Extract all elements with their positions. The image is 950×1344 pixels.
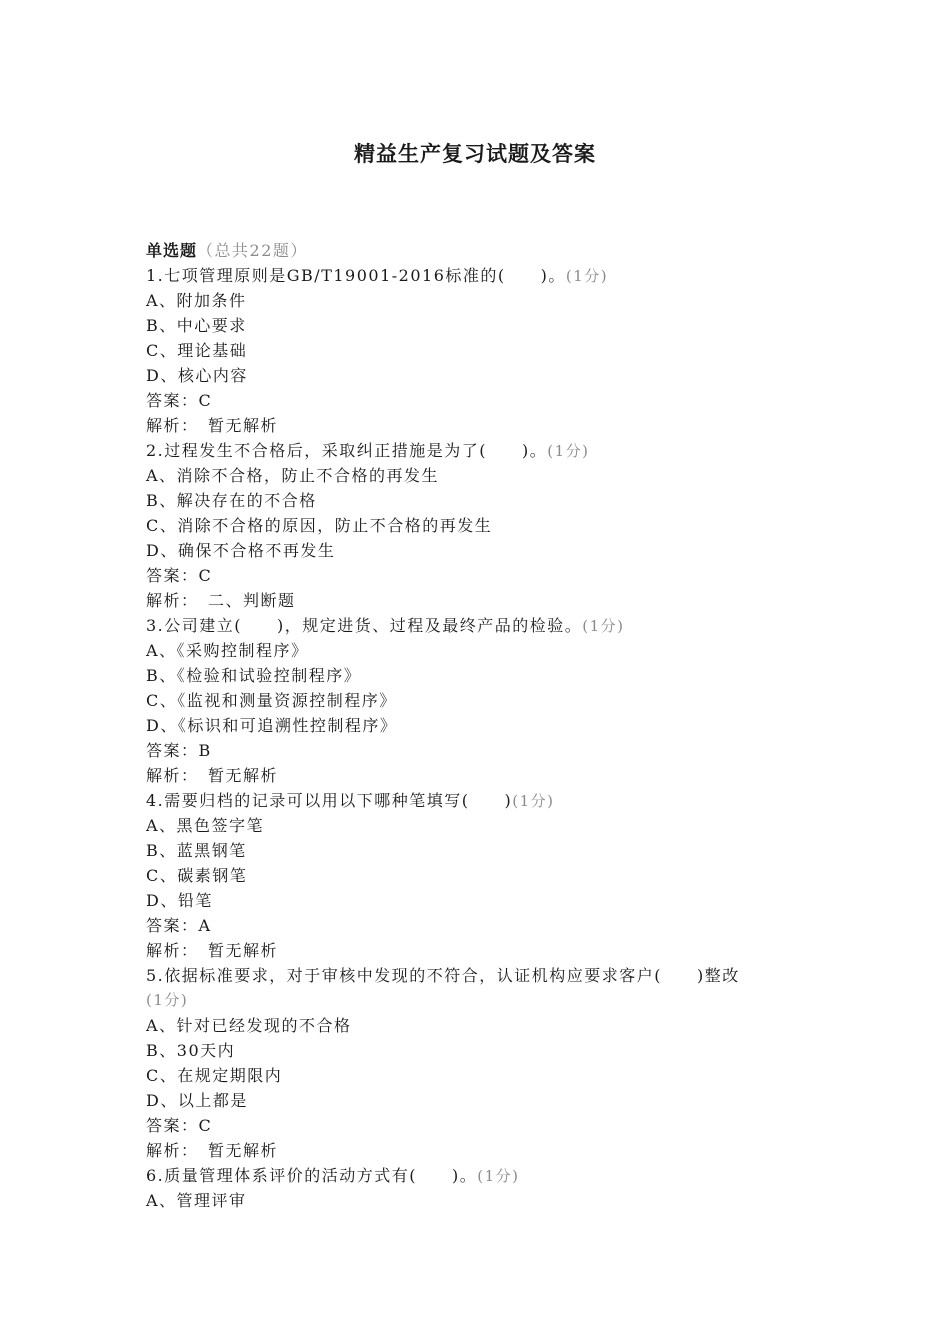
question-score: (1分) — [565, 267, 609, 285]
question-score: (1分) — [477, 1167, 520, 1185]
question-score: (1分) — [547, 442, 590, 460]
option: B、蓝黑钢笔 — [146, 841, 247, 860]
analysis: 解析： 暂无解析 — [146, 941, 279, 960]
option: C、碳素钢笔 — [146, 866, 248, 885]
question-stem — [146, 788, 826, 813]
question-text: 2.过程发生不合格后，采取纠正措施是为了( )。 — [146, 441, 548, 460]
question-stem: 5.依据标准要求，对于审核中发现的不符合，认证机构应要求客户( )整改 — [146, 966, 740, 985]
question-score: (1分) — [582, 617, 625, 635]
question-text: 4.需要归档的记录可以用以下哪种笔填写( ) — [146, 791, 513, 810]
option: B、《检验和试验控制程序》 — [146, 666, 362, 685]
option: A、针对已经发现的不合格 — [146, 1016, 352, 1035]
answer: 答案：C — [146, 1116, 213, 1135]
question-score: (1分) — [512, 792, 555, 810]
option: A、消除不合格，防止不合格的再发生 — [146, 466, 440, 485]
option: B、30天内 — [146, 1041, 236, 1060]
answer: 答案：A — [146, 916, 212, 935]
analysis: 解析： 暂无解析 — [146, 1141, 279, 1160]
answer: 答案：B — [146, 741, 212, 760]
document-title: 精益生产复习试题及答案 — [354, 141, 596, 166]
question-text: 1.七项管理原则是GB/T19001-2016标准的( )。 — [146, 266, 566, 285]
analysis: 解析： 暂无解析 — [146, 766, 279, 785]
question-stem — [146, 438, 826, 463]
option: D、《标识和可追溯性控制程序》 — [146, 716, 398, 735]
question-text: 3.公司建立( )，规定进货、过程及最终产品的检验。 — [146, 616, 583, 635]
option: A、《采购控制程序》 — [146, 641, 309, 660]
option: C、理论基础 — [146, 341, 248, 360]
answer: 答案：C — [146, 566, 213, 585]
option: C、消除不合格的原因，防止不合格的再发生 — [146, 516, 493, 535]
option: D、核心内容 — [146, 366, 248, 385]
question-score: (1分) — [146, 991, 189, 1009]
section-heading-label: 单选题 — [146, 241, 198, 260]
option: C、《监视和测量资源控制程序》 — [146, 691, 397, 710]
question-stem — [146, 613, 826, 638]
analysis: 解析： 二、判断题 — [146, 591, 296, 610]
section-heading-note: （总共22题） — [197, 241, 308, 260]
option: A、黑色签字笔 — [146, 816, 265, 835]
section-heading — [146, 238, 826, 263]
answer: 答案：C — [146, 391, 213, 410]
option: A、管理评审 — [146, 1191, 247, 1210]
option: D、确保不合格不再发生 — [146, 541, 336, 560]
question-text: 6.质量管理体系评价的活动方式有( )。 — [146, 1166, 478, 1185]
option: C、在规定期限内 — [146, 1066, 283, 1085]
option: A、附加条件 — [146, 291, 247, 310]
question-stem — [146, 263, 826, 288]
question-stem — [146, 1163, 826, 1188]
analysis: 解析： 暂无解析 — [146, 416, 279, 435]
option: B、解决存在的不合格 — [146, 491, 317, 510]
option: B、中心要求 — [146, 316, 247, 335]
option: D、铅笔 — [146, 891, 213, 910]
question-list — [146, 238, 826, 1213]
option: D、以上都是 — [146, 1091, 248, 1110]
